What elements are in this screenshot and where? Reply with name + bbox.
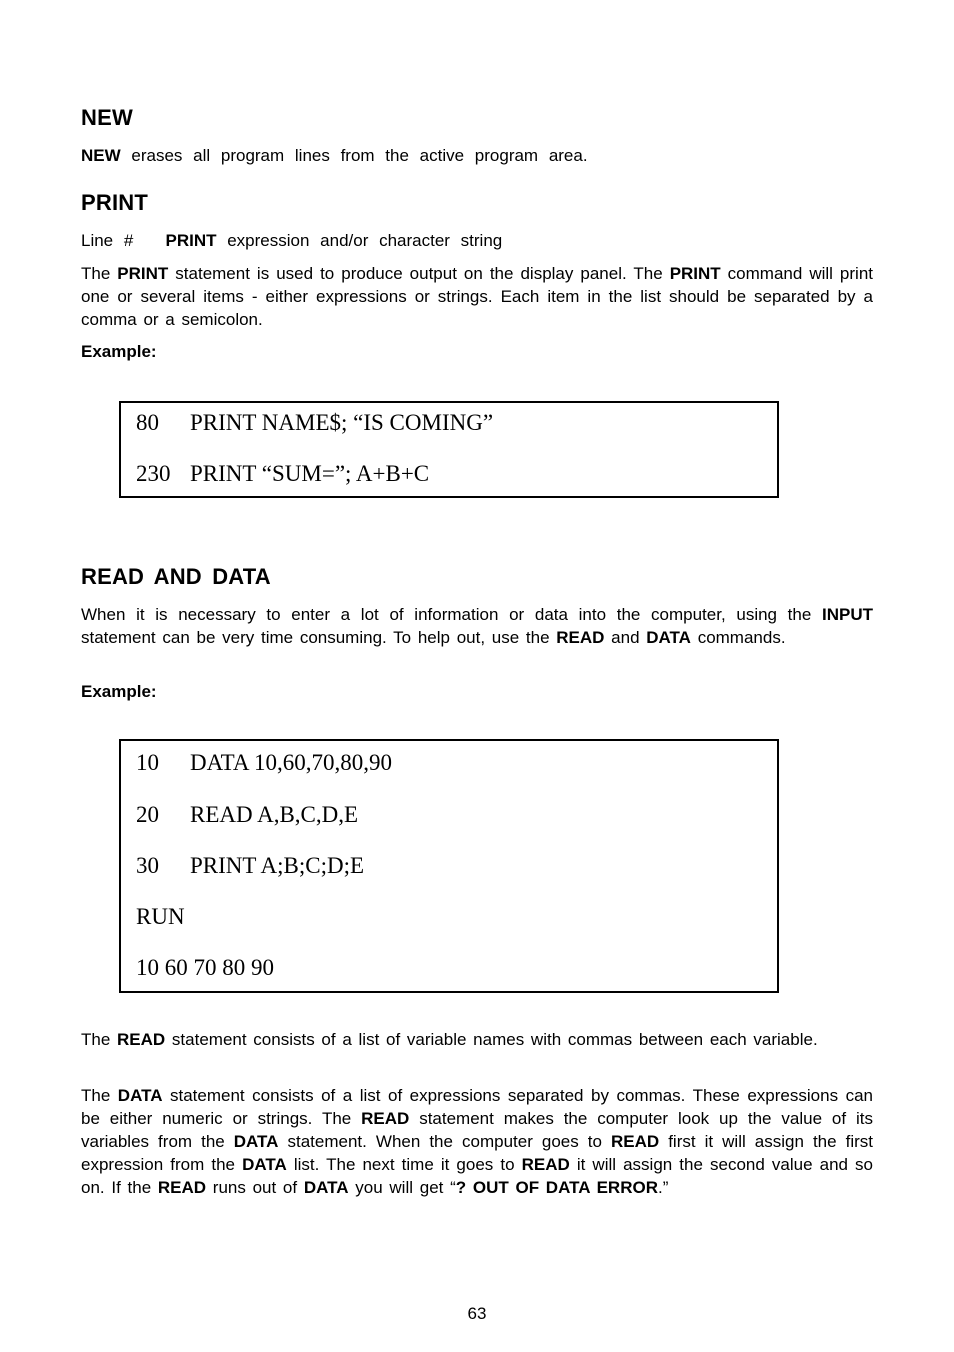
read-data-intro: When it is necessary to enter a lot of information or data into the computer, using the INPUT statement can be very time consuming. To help out, use the READ and DATA commands. [81, 605, 873, 647]
code-line: 80 PRINT NAME$; “IS COMING” [136, 410, 494, 435]
new-description: NEW erases all program lines from the active program area. [81, 146, 588, 165]
read-statement-description: The READ statement consists of a list of variable names with commas between each variable. [81, 1030, 818, 1049]
code-line: 10 DATA 10,60,70,80,90 [136, 750, 392, 775]
print-description: The PRINT statement is used to produce output on the display panel. The PRINT command will print one or several items - either expressions or strings. Each item in the list should be separated by a comma or a semicolon. [81, 264, 873, 329]
print-syntax: Line # PRINT expression and/or character string [81, 231, 503, 250]
code-line: 230 PRINT “SUM=”; A+B+C [136, 461, 430, 486]
heading-new: NEW [81, 105, 133, 130]
code-line: RUN [136, 904, 185, 929]
print-code-box [119, 401, 779, 498]
print-example-label: Example: [81, 342, 157, 361]
code-line: 10 60 70 80 90 [136, 955, 274, 980]
keyword-print: PRINT [165, 231, 217, 250]
code-line: 30 PRINT A;B;C;D;E [136, 853, 365, 878]
heading-print: PRINT [81, 190, 148, 215]
keyword-new: NEW [81, 146, 121, 165]
page-number: 63 [467, 1304, 487, 1323]
code-line: 20 READ A,B,C,D,E [136, 802, 359, 827]
read-data-example-label: Example: [81, 682, 157, 701]
heading-read-and-data: READ AND DATA [81, 564, 271, 589]
data-statement-description: The DATA statement consists of a list of expressions separated by commas. These expressions can be either numeric or strings. The READ statement makes the computer look up the value of its variables from the DATA statement. When the computer goes to READ first it will assign the first expression from the DATA list. The next time it goes to READ it will assign the second value and so on. If the READ runs out of DATA you will get “? OUT OF DATA ERROR.” [81, 1086, 874, 1197]
read-data-code-box [119, 739, 779, 993]
